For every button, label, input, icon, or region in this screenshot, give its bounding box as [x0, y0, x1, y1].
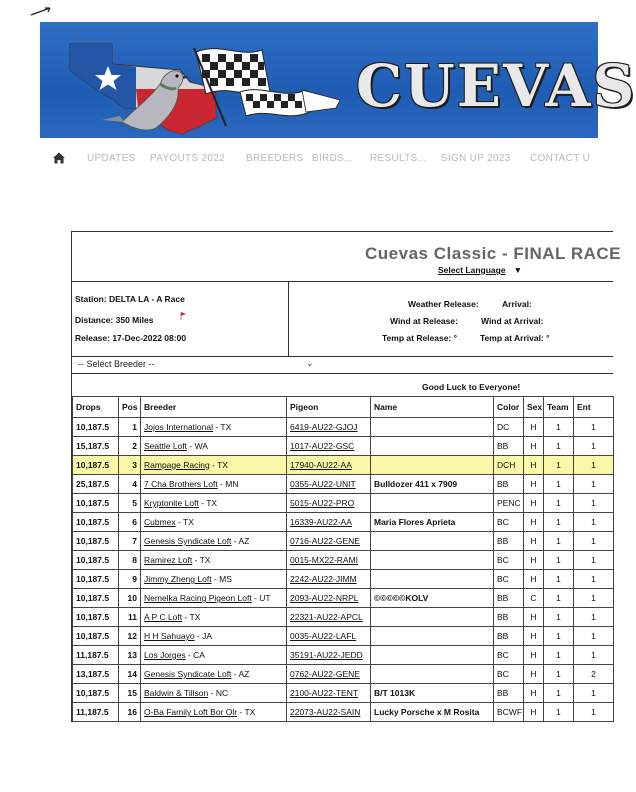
- breeder-state: - MS: [211, 574, 232, 584]
- race-results-panel: [71, 231, 621, 722]
- sex-cell: H: [524, 551, 544, 570]
- breeder-state: - WA: [187, 441, 208, 451]
- nav-updates[interactable]: UPDATES: [87, 153, 136, 164]
- sex-cell: H: [524, 627, 544, 646]
- ent-cell: 1: [574, 589, 614, 608]
- drops-cell: 25,187.5: [73, 475, 119, 494]
- team-cell: 1: [544, 608, 574, 627]
- breeder-cell: [141, 570, 287, 589]
- breeder-state: - NC: [208, 688, 229, 698]
- color-cell: BC: [494, 551, 524, 570]
- distance-label: Distance: 350 Miles: [75, 315, 154, 325]
- drops-cell: 11,187.5: [73, 703, 119, 722]
- ent-cell: 1: [574, 513, 614, 532]
- weather-release-label: Weather Release:: [408, 299, 479, 309]
- sex-cell: H: [524, 608, 544, 627]
- ent-cell: 1: [574, 627, 614, 646]
- breeder-link[interactable]: Jimmy Zheng Loft: [144, 574, 212, 584]
- pigeon-link[interactable]: 0035-AU22-LAFL: [287, 627, 371, 646]
- team-cell: 1: [544, 646, 574, 665]
- team-cell: 1: [544, 437, 574, 456]
- ent-cell: 1: [574, 703, 614, 722]
- pigeon-name-cell: Bulldozer 411 x 7909: [371, 475, 494, 494]
- breeder-link[interactable]: Jojos International: [144, 422, 213, 432]
- breeder-cell: [141, 437, 287, 456]
- color-cell: BB: [494, 437, 524, 456]
- pigeon-name-cell: [371, 418, 494, 437]
- station-label: Station: DELTA LA - A Race: [75, 294, 185, 304]
- ent-cell: 2: [574, 665, 614, 684]
- pigeon-name-cell: [371, 627, 494, 646]
- ent-cell: 1: [574, 646, 614, 665]
- main-nav: [52, 150, 612, 172]
- breeder-cell: [141, 532, 287, 551]
- pigeon-name-cell: Maria Flores Aprieta: [371, 513, 494, 532]
- breeder-state: - TX: [237, 707, 256, 717]
- pos-cell: 14: [119, 665, 141, 684]
- sex-cell: H: [524, 513, 544, 532]
- temp-release-label: Temp at Release: °: [382, 333, 458, 343]
- pigeon-link[interactable]: 6419-AU22-GJOJ: [287, 418, 371, 437]
- sex-cell: H: [524, 665, 544, 684]
- breeder-link[interactable]: Cubmex: [144, 517, 176, 527]
- sex-cell: H: [524, 684, 544, 703]
- drops-cell: 10,187.5: [73, 456, 119, 475]
- drops-cell: 10,187.5: [73, 589, 119, 608]
- breeder-cell: [141, 456, 287, 475]
- col-sex: Sex: [524, 397, 544, 418]
- color-cell: DCH: [494, 456, 524, 475]
- breeder-cell: [141, 551, 287, 570]
- pos-cell: 10: [119, 589, 141, 608]
- color-cell: BC: [494, 513, 524, 532]
- col-pigeon: Pigeon: [287, 397, 371, 418]
- breeder-cell: [141, 513, 287, 532]
- pigeon-link[interactable]: 0015-MX22-RAMI: [287, 551, 371, 570]
- race-title: Cuevas Classic - FINAL RACE: [365, 244, 621, 263]
- breeder-state: - TX: [213, 422, 232, 432]
- pos-cell: 2: [119, 437, 141, 456]
- team-cell: 1: [544, 418, 574, 437]
- release-label: Release: 17-Dec-2022 08:00: [75, 333, 187, 343]
- col-breeder: Breeder: [141, 397, 287, 418]
- col-ent: Ent: [574, 397, 614, 418]
- pigeon-link[interactable]: 0762-AU22-GENE: [287, 665, 371, 684]
- ent-cell: 1: [574, 532, 614, 551]
- breeder-cell: [141, 608, 287, 627]
- pigeon-link[interactable]: 2242-AU22-JIMM: [287, 570, 371, 589]
- sex-cell: H: [524, 437, 544, 456]
- pigeon-name-cell: [371, 437, 494, 456]
- breeder-state: - AZ: [231, 669, 250, 679]
- breeder-cell: [141, 646, 287, 665]
- breeder-state: - AZ: [231, 536, 250, 546]
- breeder-state: - TX: [198, 498, 218, 508]
- table-row[interactable]: [73, 418, 614, 437]
- breeder-cell: [141, 589, 287, 608]
- team-cell: 1: [544, 589, 574, 608]
- table-row[interactable]: [73, 703, 614, 722]
- breeder-link[interactable]: Ramirez Loft: [144, 555, 193, 565]
- select-language-dropdown[interactable]: [438, 265, 522, 275]
- table-row[interactable]: [73, 437, 614, 456]
- color-cell: PENC: [494, 494, 524, 513]
- color-cell: BB: [494, 475, 524, 494]
- pos-cell: 15: [119, 684, 141, 703]
- col-name: Name: [371, 397, 494, 418]
- race-info-box: [72, 281, 613, 357]
- pigeon-link[interactable]: 5015-AU22-PRO: [287, 494, 371, 513]
- sex-cell: H: [524, 418, 544, 437]
- pigeon-link[interactable]: 35191-AU22-JEDD: [287, 646, 371, 665]
- pigeon-name-cell: Lucky Porsche x M Rosita: [371, 703, 494, 722]
- breeder-select[interactable]: [72, 355, 613, 374]
- pigeon-link[interactable]: 1017-AU22-GSC: [287, 437, 371, 456]
- drops-cell: 11,187.5: [73, 646, 119, 665]
- ent-cell: 1: [574, 570, 614, 589]
- table-row[interactable]: [73, 475, 614, 494]
- results-table: [72, 396, 614, 722]
- pigeon-link[interactable]: 0355-AU22-UNIT: [287, 475, 371, 494]
- pigeon-name-cell: [371, 665, 494, 684]
- breeder-link[interactable]: H H Sahuayo: [144, 631, 195, 641]
- breeder-cell: [141, 418, 287, 437]
- results-header-row: [73, 397, 614, 418]
- color-cell: BB: [494, 608, 524, 627]
- pos-cell: 1: [119, 418, 141, 437]
- pigeon-link[interactable]: 22321-AU22-APCL: [287, 608, 371, 627]
- breeder-link[interactable]: O-Ba Family Loft Bor Olr: [144, 707, 238, 717]
- breeder-link[interactable]: Nemelka Racing Pigeon Loft: [144, 593, 252, 603]
- pos-cell: 11: [119, 608, 141, 627]
- table-row[interactable]: [73, 608, 614, 627]
- pos-cell: 6: [119, 513, 141, 532]
- color-cell: BC: [494, 570, 524, 589]
- color-cell: BC: [494, 646, 524, 665]
- sex-cell: H: [524, 456, 544, 475]
- drops-cell: 10,187.5: [73, 532, 119, 551]
- breeder-link[interactable]: Los Jorges: [144, 650, 186, 660]
- table-row[interactable]: [73, 684, 614, 703]
- pen-mark-icon: [30, 6, 52, 16]
- col-team: Team: [544, 397, 574, 418]
- drops-cell: 10,187.5: [73, 513, 119, 532]
- pigeon-link[interactable]: 0716-AU22-GENE: [287, 532, 371, 551]
- breeder-select-value: -- Select Breeder --: [78, 359, 155, 369]
- drops-cell: 15,187.5: [73, 437, 119, 456]
- brand-wordmark: CUEVAS: [356, 52, 636, 120]
- nav-sign-up-2023[interactable]: SIGN UP 2023: [441, 153, 511, 164]
- pigeon-name-cell: [371, 532, 494, 551]
- breeder-state: - TX: [192, 555, 211, 565]
- breeder-link[interactable]: Genesis Syndicate Loft: [144, 536, 232, 546]
- ent-cell: 1: [574, 551, 614, 570]
- breeder-state: - TX: [209, 460, 228, 470]
- ent-cell: 1: [574, 437, 614, 456]
- team-cell: 1: [544, 703, 574, 722]
- pos-cell: 4: [119, 475, 141, 494]
- drops-cell: 10,187.5: [73, 494, 119, 513]
- team-cell: 1: [544, 570, 574, 589]
- nav-contact[interactable]: CONTACT U: [530, 153, 591, 164]
- sex-cell: H: [524, 532, 544, 551]
- chevron-down-icon: ⌄: [306, 358, 314, 368]
- breeder-link[interactable]: 7 Cha Brothers Loft: [144, 479, 218, 489]
- table-row[interactable]: [73, 665, 614, 684]
- color-cell: BC: [494, 665, 524, 684]
- select-language-label: Select Language: [438, 265, 506, 275]
- pos-cell: 9: [119, 570, 141, 589]
- pos-cell: 8: [119, 551, 141, 570]
- table-row[interactable]: [73, 570, 614, 589]
- sex-cell: H: [524, 646, 544, 665]
- color-cell: BCWF: [494, 703, 524, 722]
- sex-cell: C: [524, 589, 544, 608]
- ent-cell: 1: [574, 418, 614, 437]
- nav-birds[interactable]: BIRDS...: [312, 153, 354, 164]
- color-cell: BB: [494, 684, 524, 703]
- pigeon-name-cell: [371, 551, 494, 570]
- ent-cell: 1: [574, 608, 614, 627]
- breeder-link[interactable]: Genesis Syndicate Loft: [144, 669, 232, 679]
- sex-cell: H: [524, 570, 544, 589]
- drops-cell: 13,187.5: [73, 665, 119, 684]
- pigeon-name-cell: ©©©©©KOLV: [371, 589, 494, 608]
- drops-cell: 10,187.5: [73, 551, 119, 570]
- team-cell: 1: [544, 456, 574, 475]
- drops-cell: 10,187.5: [73, 684, 119, 703]
- col-pos: Pos: [119, 397, 141, 418]
- color-cell: DC: [494, 418, 524, 437]
- pos-cell: 3: [119, 456, 141, 475]
- pigeon-link[interactable]: 22073-AU22-SAIN: [287, 703, 371, 722]
- table-row[interactable]: [73, 627, 614, 646]
- breeder-state: - JA: [194, 631, 213, 641]
- good-luck-message: Good Luck to Everyone!: [422, 382, 521, 392]
- caret-down-icon: ▼: [513, 265, 522, 275]
- breeder-state: - CA: [185, 650, 205, 660]
- pigeon-link[interactable]: 2093-AU22-NRPL: [287, 589, 371, 608]
- team-cell: 1: [544, 551, 574, 570]
- pigeon-name-cell: B/T 1013K: [371, 684, 494, 703]
- ent-cell: 1: [574, 494, 614, 513]
- breeder-link[interactable]: Baldwin & Tillson: [144, 688, 209, 698]
- pigeon-name-cell: [371, 646, 494, 665]
- table-row[interactable]: [73, 456, 614, 475]
- breeder-state: - TX: [175, 517, 194, 527]
- ent-cell: 1: [574, 456, 614, 475]
- breeder-link[interactable]: Seattle Loft: [144, 441, 188, 451]
- table-row[interactable]: [73, 551, 614, 570]
- pigeon-link[interactable]: 16339-AU22-AA: [287, 513, 371, 532]
- wind-arrival-label: Wind at Arrival:: [481, 316, 544, 326]
- color-cell: BB: [494, 627, 524, 646]
- nav-breeders[interactable]: BREEDERS: [246, 153, 304, 164]
- team-cell: 1: [544, 532, 574, 551]
- pigeon-name-cell: [371, 494, 494, 513]
- pos-cell: 7: [119, 532, 141, 551]
- pos-cell: 13: [119, 646, 141, 665]
- breeder-state: - MN: [217, 479, 239, 489]
- arrival-label: Arrival:: [502, 299, 532, 309]
- breeder-cell: [141, 665, 287, 684]
- wind-release-label: Wind at Release:: [390, 316, 458, 326]
- breeder-link[interactable]: A P C Loft: [144, 612, 183, 622]
- pigeon-link[interactable]: 2100-AU22-TENT: [287, 684, 371, 703]
- team-cell: 1: [544, 627, 574, 646]
- breeder-state: - TX: [182, 612, 201, 622]
- col-drops: Drops: [73, 397, 119, 418]
- info-divider: [288, 282, 289, 356]
- breeder-cell: [141, 475, 287, 494]
- breeder-cell: [141, 627, 287, 646]
- ent-cell: 1: [574, 475, 614, 494]
- pigeon-name-cell: [371, 570, 494, 589]
- nav-payouts-2022[interactable]: PAYOUTS 2022: [150, 153, 225, 164]
- drops-cell: 10,187.5: [73, 418, 119, 437]
- col-color: Color: [494, 397, 524, 418]
- team-cell: 1: [544, 475, 574, 494]
- pigeon-name-cell: [371, 456, 494, 475]
- nav-results[interactable]: RESULTS...: [370, 153, 427, 164]
- flag-marker-icon: [178, 311, 188, 321]
- ent-cell: 1: [574, 684, 614, 703]
- breeder-cell: [141, 494, 287, 513]
- team-cell: 1: [544, 513, 574, 532]
- table-row[interactable]: [73, 646, 614, 665]
- breeder-state: - UT: [251, 593, 271, 603]
- pos-cell: 12: [119, 627, 141, 646]
- team-cell: 1: [544, 684, 574, 703]
- table-row[interactable]: [73, 532, 614, 551]
- breeder-link[interactable]: Rampage Racing: [144, 460, 210, 470]
- sex-cell: H: [524, 494, 544, 513]
- drops-cell: 10,187.5: [73, 627, 119, 646]
- home-icon[interactable]: [52, 151, 66, 165]
- temp-arrival-label: Temp at Arrival: °: [480, 333, 550, 343]
- color-cell: BB: [494, 589, 524, 608]
- table-row[interactable]: [73, 589, 614, 608]
- breeder-cell: [141, 703, 287, 722]
- pos-cell: 16: [119, 703, 141, 722]
- sex-cell: H: [524, 475, 544, 494]
- pos-cell: 5: [119, 494, 141, 513]
- breeder-link[interactable]: Kryptonite Loft: [144, 498, 199, 508]
- pigeon-name-cell: [371, 608, 494, 627]
- breeder-cell: [141, 684, 287, 703]
- team-cell: 1: [544, 494, 574, 513]
- drops-cell: 10,187.5: [73, 608, 119, 627]
- table-row[interactable]: [73, 494, 614, 513]
- table-row[interactable]: [73, 513, 614, 532]
- pigeon-link[interactable]: 17940-AU22-AA: [287, 456, 371, 475]
- team-cell: 1: [544, 665, 574, 684]
- drops-cell: 10,187.5: [73, 570, 119, 589]
- site-banner[interactable]: [40, 22, 636, 138]
- sex-cell: H: [524, 703, 544, 722]
- color-cell: BB: [494, 532, 524, 551]
